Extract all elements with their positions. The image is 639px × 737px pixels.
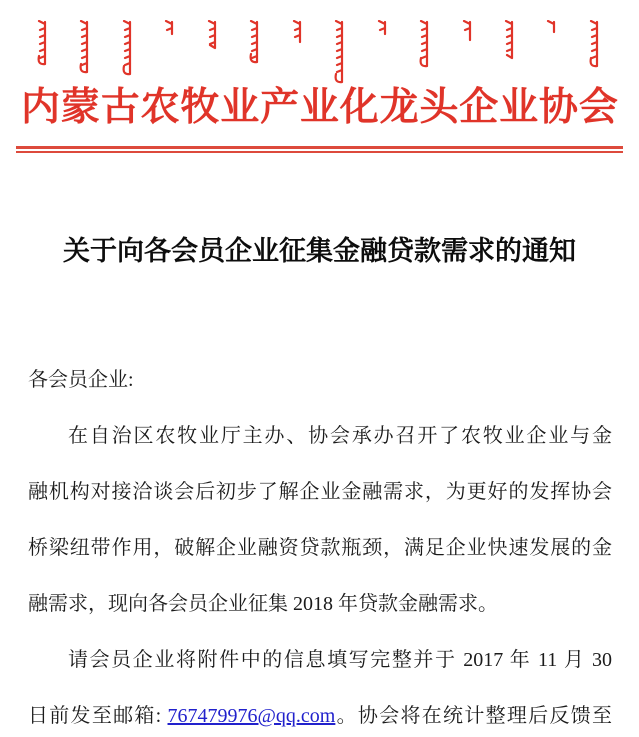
mongolian-word-icon (459, 20, 475, 42)
mongolian-word-icon (246, 20, 262, 64)
mongolian-word-icon (119, 20, 135, 76)
org-name-char: 农 (140, 86, 180, 129)
body-line-3: 桥梁纽带作用，破解企业融资贷款瓶颈，满足企业快速发展的金 (28, 537, 612, 559)
org-name-char: 古 (100, 86, 140, 129)
org-name-char: 会 (578, 86, 618, 129)
body-line-2: 融机构对接洽谈会后初步了解企业金融需求，为更好的发挥协会 (28, 481, 612, 503)
body-line-4: 融需求，现向各会员企业征集 2018 年贷款金融需求。 (28, 593, 498, 615)
body-text-after-link: 。协会将在统计整理后反馈至 (335, 705, 613, 727)
mongolian-word-icon (76, 20, 92, 74)
mongolian-word-icon (586, 20, 602, 68)
body-lines (28, 408, 612, 737)
mongolian-word-icon (331, 20, 347, 84)
org-name-char: 业 (499, 86, 539, 129)
header-divider (16, 146, 623, 153)
org-name-char: 化 (339, 86, 379, 129)
org-name-char: 企 (459, 86, 499, 129)
org-name-char: 业 (220, 86, 260, 129)
salutation: 各会员企业: (28, 369, 134, 391)
document-title: 关于向各会员企业征集金融贷款需求的通知 (63, 236, 576, 266)
email-link[interactable]: 767479976@qq.com (167, 705, 336, 727)
body-line-6 (28, 688, 612, 737)
mongolian-word-icon (204, 20, 220, 50)
org-name-char: 头 (419, 86, 459, 129)
body-text-before-link: 日前发至邮箱: (28, 705, 168, 727)
org-name (21, 86, 618, 131)
org-name-char: 牧 (180, 86, 220, 129)
body-line-5: 请会员企业将附件中的信息填写完整并于 2017 年 11 月 30 (68, 649, 612, 671)
mongolian-word-icon (501, 20, 517, 60)
body-line-1: 在自治区农牧业厅主办、协会承办召开了农牧业企业与金 (68, 425, 612, 447)
mongolian-script-band (34, 20, 602, 84)
org-name-char: 蒙 (60, 86, 100, 129)
org-name-char: 内 (21, 86, 61, 129)
mongolian-word-icon (34, 20, 50, 66)
org-name-char: 协 (538, 86, 578, 129)
mongolian-word-icon (416, 20, 432, 68)
mongolian-word-icon (374, 20, 390, 36)
document-body (28, 352, 612, 737)
org-name-char: 业 (299, 86, 339, 129)
mongolian-word-icon (289, 20, 305, 44)
org-name-char: 龙 (379, 86, 419, 129)
mongolian-word-icon (543, 20, 559, 34)
mongolian-word-icon (161, 20, 177, 36)
org-name-char: 产 (260, 86, 300, 129)
